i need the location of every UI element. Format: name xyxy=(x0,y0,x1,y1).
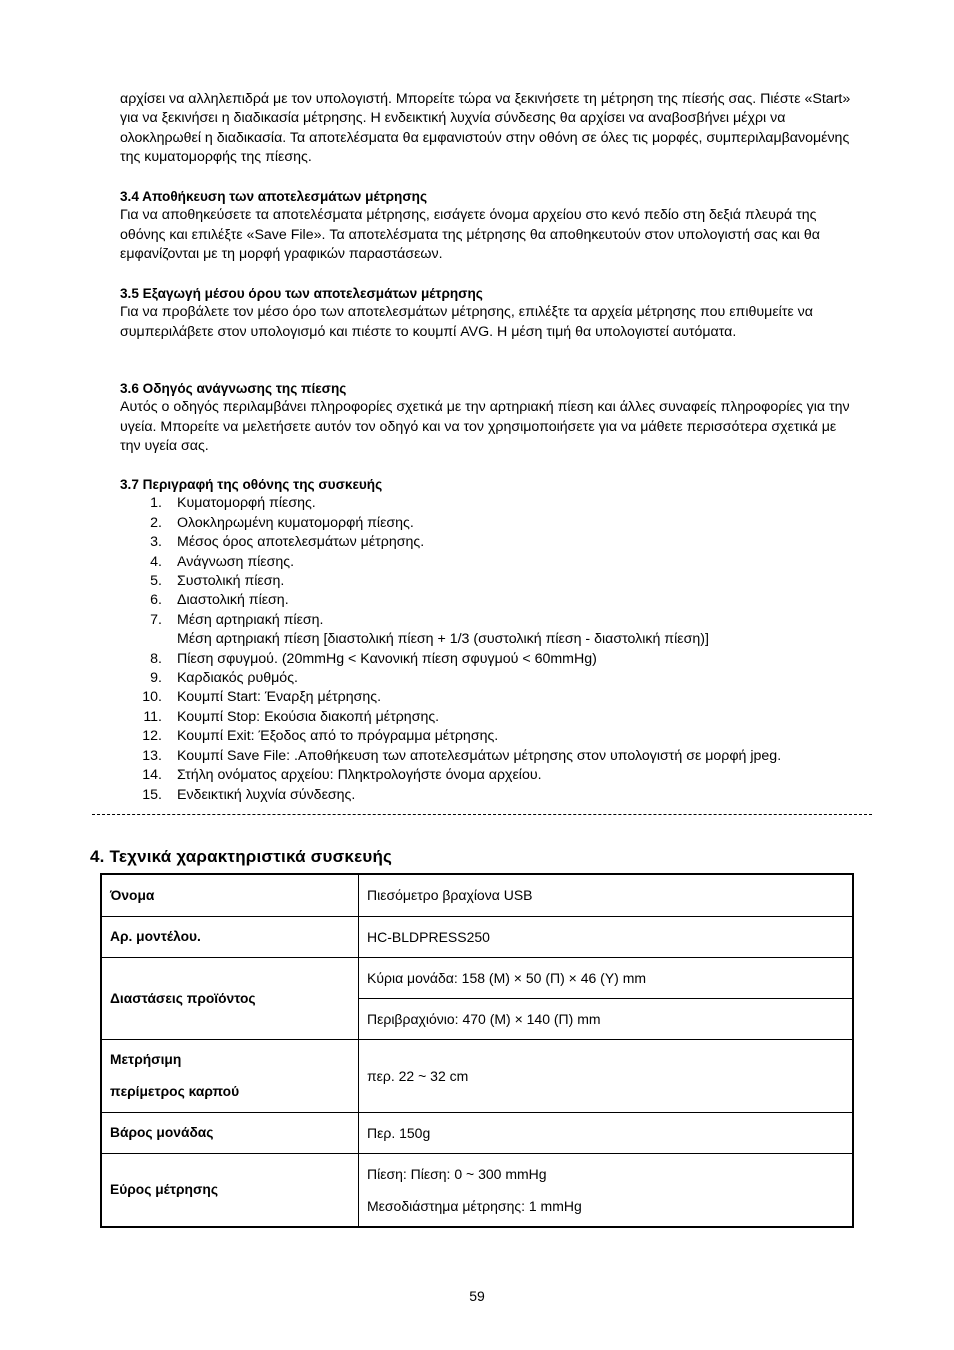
list-item-number: 13. xyxy=(142,747,162,764)
list-item-text: Ανάγνωση πίεσης. xyxy=(177,553,295,570)
list-item-text: Μέσος όρος αποτελεσμάτων μέτρησης. xyxy=(177,534,425,551)
spec-value-circumference: περ. 22 ~ 32 cm xyxy=(359,1039,854,1112)
list-item-text: Κουμπί Start: Έναρξη μέτρησης. xyxy=(177,689,382,706)
list-item xyxy=(120,669,860,688)
list-item-text: Καρδιακός ρυθμός. xyxy=(177,670,298,687)
list-item-text: Στήλη ονόματος αρχείου: Πληκτρολογήστε όνομα αρχείου. xyxy=(177,767,542,784)
section-3-5 xyxy=(120,284,860,342)
list-item xyxy=(120,611,860,650)
section-3-4-title: 3.4 Αποθήκευση των αποτελεσμάτων μέτρησης xyxy=(120,189,428,204)
list-item-number: 11. xyxy=(143,708,162,725)
list-item-text: Κουμπί Save File: .Αποθήκευση των αποτελεσμάτων μέτρησης στον υπολογιστή σε μορφή jpeg. xyxy=(177,747,782,764)
intro-paragraph: αρχίσει να αλληλεπιδρά με τον υπολογιστή. Μπορείτε τώρα να ξεκινήσετε τη μέτρηση της πίεσής σας. Πιέστε «Start» για να ξεκινήσει η διαδικασία μέτρησης. Η ενδεικτική λυχνία σύνδεσης θα αρχίσει να αναβοσβήνει μέχρι να ολοκληρωθεί η διαδικασία. Τα αποτελέσματα θα εμφανιστούν στην οθόνη σε όλες τις μορφές, συμπεριλαμβανομένης της κυματομορφής της πίεσης. xyxy=(120,91,851,166)
table-row xyxy=(101,1112,853,1153)
list-item-number: 9. xyxy=(150,670,162,687)
section-3-6 xyxy=(120,379,860,457)
screen-feature-list xyxy=(120,494,860,805)
spec-label-circumference xyxy=(101,1039,359,1112)
section-3-7 xyxy=(120,475,860,805)
specs-heading: 4. Τεχνικά χαρακτηριστικά συσκευής xyxy=(90,847,393,866)
spec-label-dimensions: Διαστάσεις προϊόντος xyxy=(101,957,359,1039)
list-item-text: Μέση αρτηριακή πίεση. xyxy=(177,611,324,628)
list-item-number: 8. xyxy=(150,650,162,667)
page-number: 59 xyxy=(469,1288,485,1304)
spec-label-circumference-line2: περίμετρος καρπού xyxy=(110,1083,240,1099)
section-3-7-title: 3.7 Περιγραφή της οθόνης της συσκευής xyxy=(120,477,383,492)
list-item-subtext: Μέση αρτηριακή πίεση [διαστολική πίεση + 1/3 (συστολική πίεση - διαστολική πίεση)] xyxy=(177,631,709,648)
spec-label-range: Εύρος μέτρησης xyxy=(101,1153,359,1227)
list-item-number: 5. xyxy=(150,573,162,590)
dashed-divider xyxy=(92,814,872,815)
list-item-text: Πίεση σφυγμού. (20mmHg < Κανονική πίεση σφυγμού < 60mmHg) xyxy=(177,650,597,667)
list-item xyxy=(120,766,860,785)
section-3-6-title: 3.6 Οδηγός ανάγνωσης της πίεσης xyxy=(120,381,347,396)
spec-value-range-line1: Πίεση: Πίεση: 0 ~ 300 mmHg xyxy=(367,1165,547,1182)
spec-value-dimensions-main: Κύρια μονάδα: 158 (Μ) × 50 (Π) × 46 (Υ) mm xyxy=(359,957,854,998)
table-row xyxy=(101,957,853,998)
list-item xyxy=(120,786,860,805)
spec-value-range xyxy=(359,1153,854,1227)
list-item-text: Ολοκληρωμένη κυματομορφή πίεσης. xyxy=(177,514,414,531)
list-item-text: Συστολική πίεση. xyxy=(177,573,285,590)
spec-label-name: Όνομα xyxy=(101,874,359,916)
list-item xyxy=(120,708,860,727)
list-item xyxy=(120,494,860,513)
intro-section xyxy=(120,90,860,168)
list-item-number: 1. xyxy=(150,495,162,512)
list-item xyxy=(120,727,860,746)
section-3-4 xyxy=(120,187,860,265)
table-row xyxy=(101,916,853,957)
spec-value-range-line2: Μεσοδιάστημα μέτρησης: 1 mmHg xyxy=(367,1197,582,1214)
list-item xyxy=(120,688,860,707)
spec-label-model: Αρ. μοντέλου. xyxy=(101,916,359,957)
list-item-text: Κουμπί Stop: Εκούσια διακοπή μέτρησης. xyxy=(177,708,440,725)
list-item-number: 4. xyxy=(150,553,162,570)
list-item-text: Διαστολική πίεση. xyxy=(177,592,289,609)
list-item xyxy=(120,533,860,552)
list-item-number: 2. xyxy=(150,514,162,531)
spec-label-weight: Βάρος μονάδας xyxy=(101,1112,359,1153)
table-row xyxy=(101,1153,853,1227)
spec-value-dimensions-cuff: Περιβραχιόνιο: 470 (Μ) × 140 (Π) mm xyxy=(359,998,854,1039)
section-3-6-text: Αυτός ο οδηγός περιλαμβάνει πληροφορίες σχετικά με την αρτηριακή πίεση και άλλες συναφείς πληροφορίες για την υγεία. Μπορείτε να μελετήσετε αυτόν τον οδηγό και να τον χρησιμοποιήσετε για να μάθετε περισσότερα σχετικά με την υγεία σας. xyxy=(120,399,850,455)
section-3-4-text: Για να αποθηκεύσετε τα αποτελέσματα μέτρησης, εισάγετε όνομα αρχείου στο κενό πεδίο στη δεξιά πλευρά της οθόνης και επιλέξτε «Save File». Τα αποτελέσματα της μέτρησης θα αποθηκευτούν στον υπολογιστή σας και θα εμφανίζονται με τη μορφή γραφικών παραστάσεων. xyxy=(120,207,820,263)
list-item-number: 15. xyxy=(142,786,162,803)
list-item-number: 14. xyxy=(142,767,162,784)
list-item xyxy=(120,514,860,533)
spec-value-weight: Περ. 150g xyxy=(359,1112,854,1153)
table-row xyxy=(101,874,853,916)
spec-value-model: HC-BLDPRESS250 xyxy=(359,916,854,957)
specs-table xyxy=(100,873,854,1228)
list-item-text: Ενδεικτική λυχνία σύνδεσης. xyxy=(177,786,356,803)
list-item-number: 7. xyxy=(150,611,162,628)
list-item-number: 3. xyxy=(150,534,162,551)
list-item-number: 6. xyxy=(150,592,162,609)
list-item xyxy=(120,572,860,591)
list-item xyxy=(120,650,860,669)
list-item-number: 12. xyxy=(142,728,162,745)
list-item-text: Κυματομορφή πίεσης. xyxy=(177,495,316,512)
list-item xyxy=(120,553,860,572)
list-item xyxy=(120,747,860,766)
spec-value-name: Πιεσόμετρο βραχίονα USB xyxy=(359,874,854,916)
list-item-text: Κουμπί Exit: Έξοδος από το πρόγραμμα μέτρησης. xyxy=(177,728,499,745)
table-row xyxy=(101,1039,853,1112)
list-item xyxy=(120,591,860,610)
spec-label-circumference-line1: Μετρήσιμη xyxy=(110,1051,182,1067)
list-item-number: 10. xyxy=(142,689,162,706)
section-3-5-title: 3.5 Εξαγωγή μέσου όρου των αποτελεσμάτων μέτρησης xyxy=(120,286,483,301)
section-3-5-text: Για να προβάλετε τον μέσο όρο των αποτελεσμάτων μέτρησης, επιλέξτε τα αρχεία μέτρησης που επιθυμείτε να συμπεριλάβετε στον υπολογισμό και πιέστε το κουμπί AVG. Η μέση τιμή θα υπολογιστεί αυτόματα. xyxy=(120,304,813,340)
